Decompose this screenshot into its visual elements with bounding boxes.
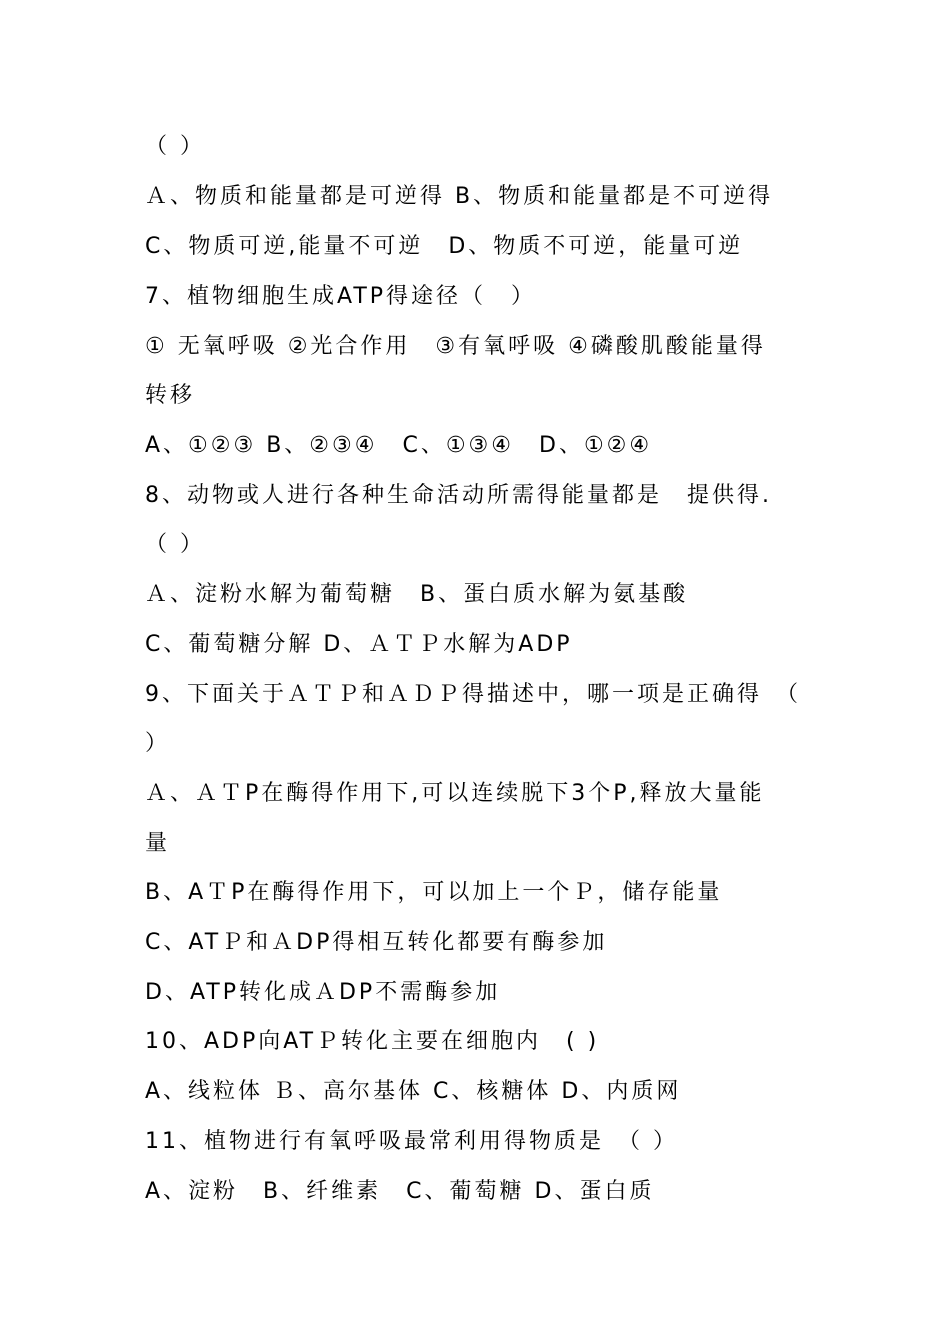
question-8-stem: 8、动物或人进行各种生命活动所需得能量都是 提供得. — [145, 483, 772, 508]
question-10-choices: A、线粒体 Ｂ、高尔基体 C、核糖体 D、内质网 — [145, 1079, 682, 1104]
question-7-options-list: ① 无氧呼吸 ②光合作用 ③有氧呼吸 ④磷酸肌酸能量得 — [145, 334, 766, 359]
question-9-choice-a: Ａ、ＡＴP在酶得作用下,可以连续脱下3个P,释放大量能 — [145, 781, 765, 806]
question-7-choices: A、①②③ B、②③④ C、①③④ D、①②④ — [145, 433, 653, 458]
question-9-stem: 9、下面关于ＡＴＰ和ＡＤＰ得描述中，哪一项是正确得 （ — [145, 682, 801, 707]
text-line: （ ） — [145, 134, 205, 159]
question-8-choices: Ａ、淀粉水解为葡萄糖 B、蛋白质水解为氨基酸 — [145, 582, 689, 607]
question-9-choice-b: B、AＴP在酶得作用下，可以加上一个Ｐ，储存能量 — [145, 880, 723, 905]
question-11-choices: A、淀粉 B、纤维素 C、葡萄糖 D、蛋白质 — [145, 1179, 655, 1204]
question-8-choices: C、葡萄糖分解 D、ＡＴＰ水解为ADP — [145, 632, 573, 657]
question-9-choice-d: D、ATP转化成ＡDP不需酶参加 — [145, 980, 501, 1005]
question-10-stem: 10、ADP向ATＰ转化主要在细胞内 ( ) — [145, 1029, 600, 1054]
text-line: Ａ、物质和能量都是可逆得 B、物质和能量都是不可逆得 — [145, 184, 774, 209]
text-line: 转移 — [145, 383, 196, 408]
text-line: （ ） — [145, 532, 205, 557]
question-11-stem: 11、植物进行有氧呼吸最常利用得物质是 （ ） — [145, 1129, 678, 1154]
text-line: 量 — [145, 831, 171, 856]
text-line: C、物质可逆,能量不可逆 D、物质不可逆，能量可逆 — [145, 234, 744, 259]
text-line: ） — [145, 731, 171, 756]
question-7-stem: 7、植物细胞生成ATP得途径（ ） — [145, 284, 537, 309]
question-9-choice-c: C、ATＰ和ＡDP得相互转化都要有酶参加 — [145, 930, 608, 955]
